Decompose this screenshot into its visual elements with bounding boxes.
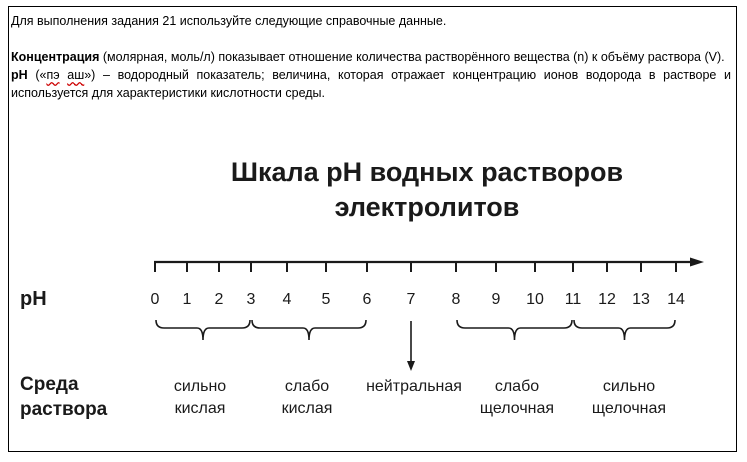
range-brace [252, 320, 366, 340]
medium-category-line2: кислая [174, 400, 226, 417]
ph-axis-ticks [155, 262, 676, 272]
ph-tick-label: 9 [491, 291, 501, 308]
ph-tick-label: 8 [451, 291, 461, 308]
ph-tick-label: 0 [150, 291, 160, 308]
range-braces [156, 320, 675, 340]
ph-definition: ») – водородный показатель; величина, которая отражает концентрацию ионов водорода в растворе и используется для характеристики кислотности среды. [11, 68, 731, 100]
figure-title-line1: Шкала pH водных растворов [230, 157, 624, 187]
ph-tick-label: 10 [526, 291, 544, 308]
ph-row-label: pH [20, 288, 47, 310]
ph-tick-label: 3 [246, 291, 256, 308]
medium-categories [174, 378, 666, 417]
medium-label-line2: раствора [20, 399, 108, 420]
range-brace [574, 320, 675, 340]
ph-pronunciation-1: пэ [46, 68, 60, 82]
concentration-term: Концентрация [11, 50, 100, 64]
neutral-arrow-icon [407, 361, 415, 371]
ph-open-quote: (« [27, 68, 47, 82]
ph-tick-label: 6 [362, 291, 372, 308]
medium-category-line1: сильно [173, 378, 227, 395]
medium-category-line1: сильно [602, 378, 656, 395]
medium-category-line1: слабо [494, 378, 540, 395]
medium-category-line1: слабо [284, 378, 330, 395]
ph-tick-label: 2 [214, 291, 224, 308]
intro-text: Для выполнения задания 21 используйте следующие справочные данные. [11, 14, 447, 28]
medium-category-line2: щелочная [479, 400, 555, 417]
ph-tick-label: 12 [598, 291, 616, 308]
ph-axis-arrow-icon [690, 258, 704, 267]
ph-tick-label: 4 [282, 291, 292, 308]
ph-tick-label: 5 [321, 291, 331, 308]
ph-tick-label: 1 [182, 291, 192, 308]
ph-tick-label: 14 [667, 291, 685, 308]
figure-title-line2: электролитов [334, 192, 520, 222]
medium-category-line2: щелочная [591, 400, 667, 417]
range-brace [457, 320, 572, 340]
ph-term: pH [11, 68, 28, 82]
ph-tick-label: 11 [564, 291, 582, 308]
ph-pronunciation-2: аш [67, 68, 85, 82]
range-brace [156, 320, 250, 340]
medium-category-line1: нейтральная [366, 378, 462, 395]
ph-tick-labels [151, 291, 685, 308]
ph-tick-label: 7 [406, 291, 416, 308]
medium-category-line2: кислая [281, 400, 333, 417]
ph-tick-label: 13 [632, 291, 650, 308]
medium-label-line1: Среда [20, 374, 79, 395]
concentration-definition: (молярная, моль/л) показывает отношение количества растворённого вещества (n) к объёму раствора (V). [99, 50, 725, 64]
